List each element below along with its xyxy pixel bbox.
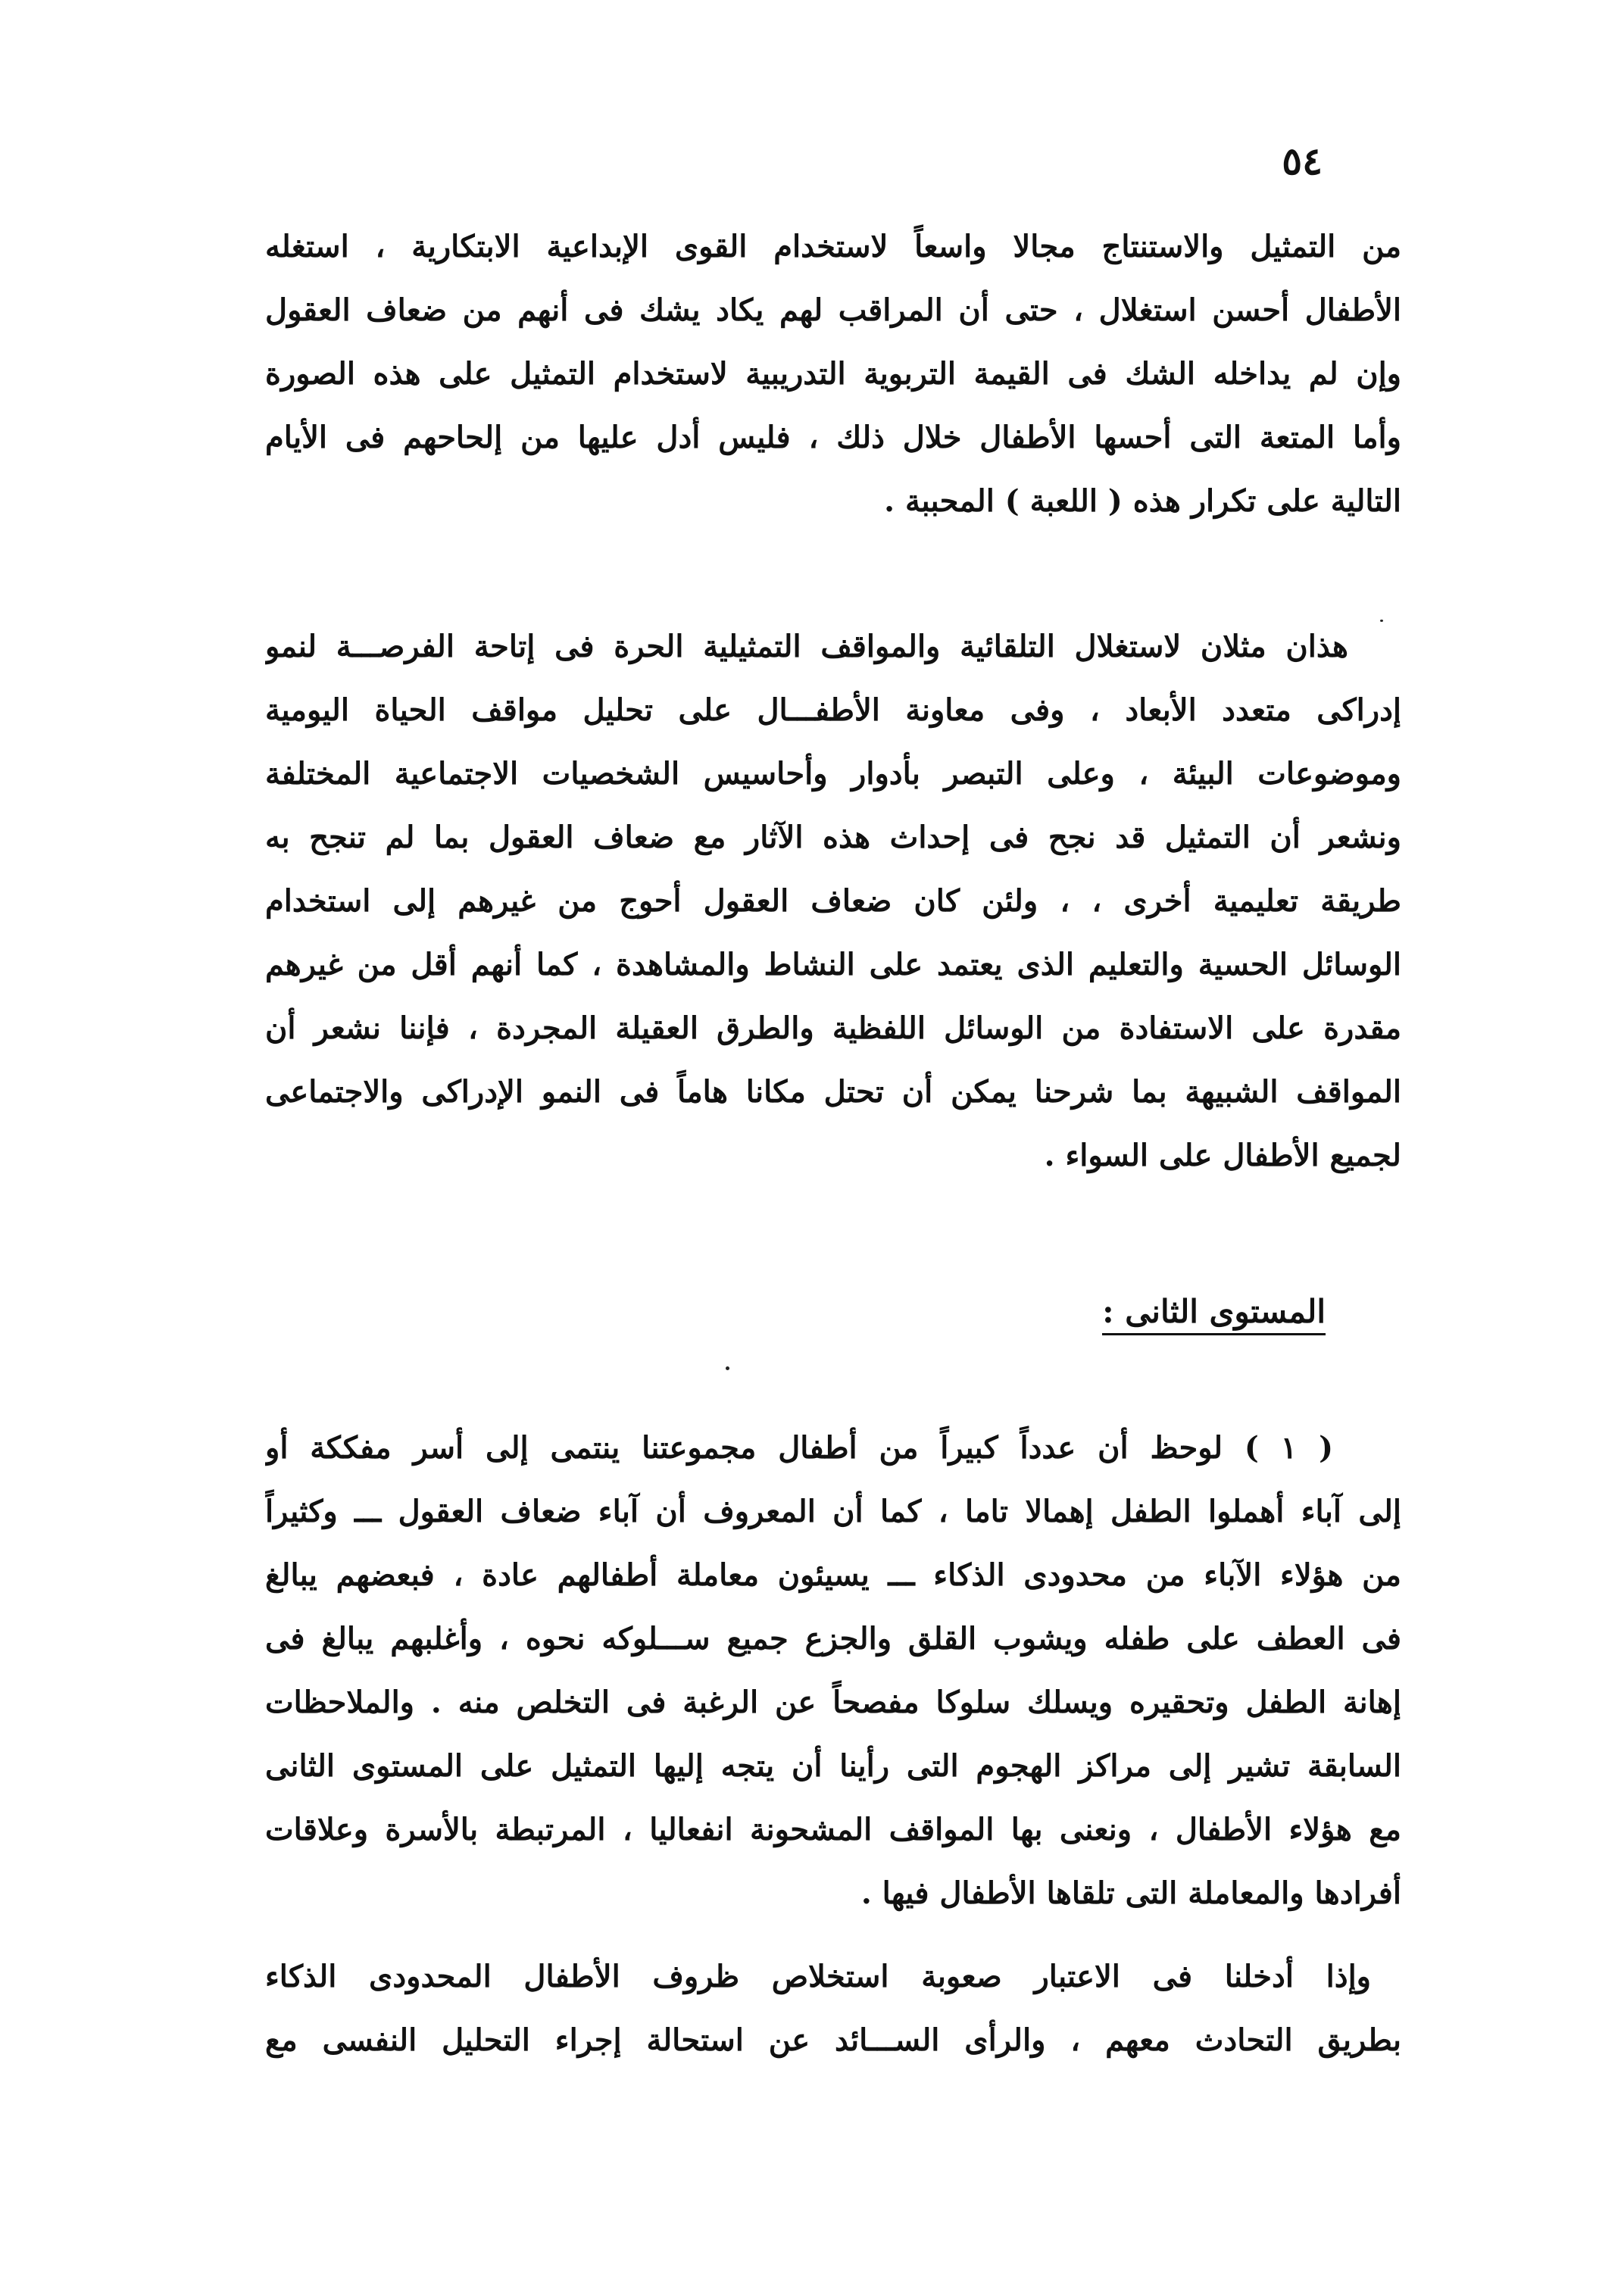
paragraph-2 — [265, 615, 1401, 1188]
paragraph-line: لجميع الأطفال على السواء . — [1044, 1138, 1401, 1173]
paragraph-line: أفرادها والمعاملة التى تلقاها الأطفال فيها . — [860, 1875, 1401, 1911]
paragraph-line: بطريق التحادث معهم ، والرأى الســـائد عن استحالة إجراء التحليل النفسى مع — [265, 2022, 1401, 2058]
paragraph-line: وإذا أدخلنا فى الاعتبار صعوبة استخلاص ظروف الأطفال المحدودى الذكاء — [265, 1959, 1371, 1994]
paragraph-4 — [265, 1945, 1401, 2072]
paragraph-1 — [265, 215, 1401, 533]
paragraph-line: من هؤلاء الآباء من محدودى الذكاء ـــ يسيئون معاملة أطفالهم عادة ، فبعضهم يبالغ — [265, 1557, 1401, 1593]
paragraph-line: الأطفال أحسن استغلال ، حتى أن المراقب لهم يكاد يشك فى أنهم من ضعاف العقول — [265, 292, 1401, 328]
paragraph-line: المواقف الشبيهة بما شرحنا يمكن أن تحتل مكانا هاماً فى النمو الإدراكى والاجتماعى — [265, 1074, 1401, 1110]
section-heading — [985, 1280, 1326, 1344]
paragraph-line: السابقة تشير إلى مراكز الهجوم التى رأينا أن يتجه إليها التمثيل على المستوى الثانى — [265, 1748, 1401, 1784]
paragraph-line: إلى آباء أهملوا الطفل إهمالا تاما ، كما أن المعروف أن آباء ضعاف العقول ـــ وكثيراً — [265, 1494, 1401, 1529]
paragraph-line: وموضوعات البيئة ، وعلى التبصر بأدوار وأحاسيس الشخصيات الاجتماعية المختلفة — [265, 756, 1401, 792]
paragraph-line: مع هؤلاء الأطفال ، ونعنى بها المواقف المشحونة انفعاليا ، المرتبطة بالأسرة وعلاقات — [265, 1812, 1401, 1847]
paragraph-line: الوسائل الحسية والتعليم الذى يعتمد على النشاط والمشاهدة ، كما أنهم أقل من غيرهم — [265, 947, 1401, 982]
paragraph-line: ونشعر أن التمثيل قد نجح فى إحداث هذه الآثار مع ضعاف العقول بما لم تنجح به — [265, 820, 1401, 855]
paragraph-line: فى العطف على طفله ويشوب القلق والجزع جميع ســـلوكه نحوه ، وأغلبهم يبالغ فى — [265, 1621, 1401, 1657]
paragraph-3 — [265, 1416, 1401, 1925]
paragraph-line: طريقة تعليمية أخرى ، ، ولئن كان ضعاف العقول أحوج من غيرهم إلى استخدام — [265, 883, 1401, 919]
page-number: ٥٤ — [1282, 139, 1323, 183]
paragraph-line: وأما المتعة التى أحسها الأطفال خلال ذلك ، فليس أدل عليها من إلحاحهم فى الأيام — [265, 420, 1401, 455]
paragraph-line: إهانة الطفل وتحقيره ويسلك سلوكا مفصحاً عن الرغبة فى التخلص منه . والملاحظات — [265, 1685, 1401, 1720]
paragraph-line: من التمثيل والاستنتاج مجالا واسعاً لاستخدام القوى الإبداعية الابتكارية ، استغله — [265, 229, 1401, 264]
paragraph-line: هذان مثلان لاستغلال التلقائية والمواقف التمثيلية الحرة فى إتاحة الفرصـــة لنمو — [265, 629, 1348, 664]
paragraph-line: مقدرة على الاستفادة من الوسائل اللفظية والطرق العقيلة المجردة ، فإننا نشعر أن — [265, 1010, 1401, 1046]
paragraph-line: ( ١ ) لوحظ أن عدداً كبيراً من أطفال مجموعتنا ينتمى إلى أسر مفككة أو — [265, 1430, 1333, 1466]
ink-speck — [726, 1366, 729, 1370]
section-heading-text: المستوى الثانى : — [1102, 1293, 1326, 1335]
paragraph-line: وإن لم يداخله الشك فى القيمة التربوية التدريبية لاستخدام التمثيل على هذه الصورة — [265, 356, 1401, 392]
paragraph-line: التالية على تكرار هذه ( اللعبة ) المحببة . — [884, 483, 1401, 519]
paragraph-line: إدراكى متعدد الأبعاد ، وفى معاونة الأطفـــال على تحليل مواقف الحياة اليومية — [265, 692, 1401, 728]
